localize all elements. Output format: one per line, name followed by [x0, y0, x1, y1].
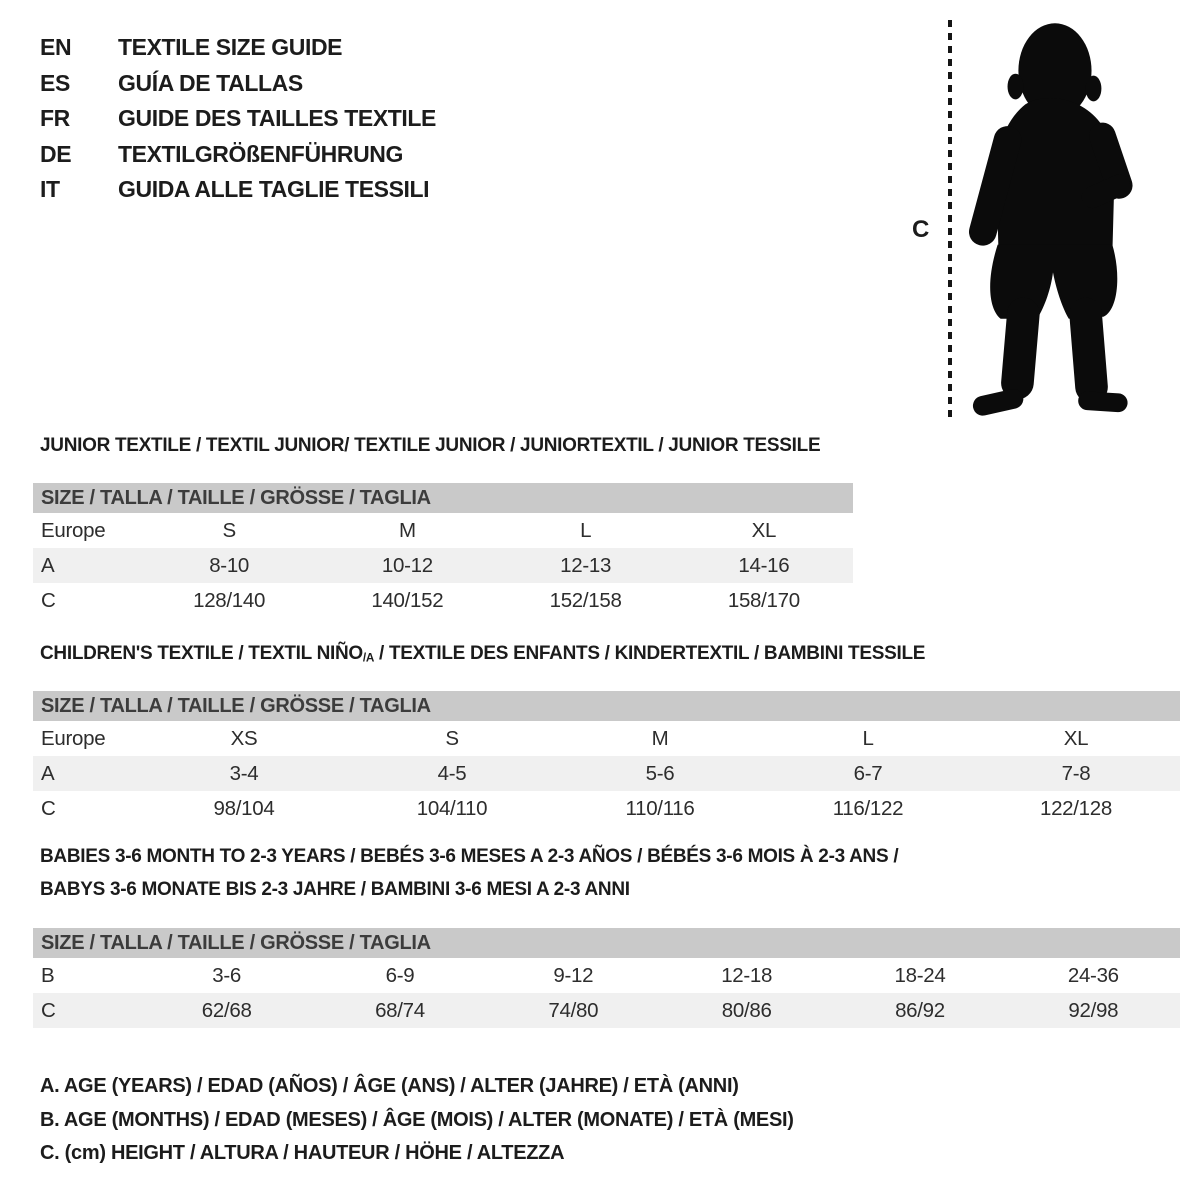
table-cell: 158/170: [727, 588, 800, 612]
language-row: [40, 172, 436, 208]
children-section-title: [40, 643, 925, 665]
row-label: Europe: [41, 518, 106, 542]
height-measure-label: C: [912, 216, 930, 243]
language-row: [40, 137, 436, 173]
table-cell: M: [651, 726, 669, 750]
table-cell: 6-9: [385, 963, 415, 987]
table-row-height: [33, 993, 1180, 1028]
toddler-silhouette-image: [968, 16, 1136, 418]
row-label: A: [41, 761, 55, 785]
table-row-age: [33, 548, 853, 583]
table-cell: 98/104: [213, 796, 275, 820]
language-code: FR: [40, 105, 70, 132]
table-cell: 5-6: [645, 761, 675, 785]
table-cell: 10-12: [381, 553, 433, 577]
babies-section-title-line1: BABIES 3-6 MONTH TO 2-3 YEARS / BEBÉS 3-6 MESES A 2-3 AÑOS / BÉBÉS 3-6 MOIS À 2-3 ANS /: [40, 846, 899, 867]
children-title-sub: /A: [362, 651, 375, 665]
table-cell: 122/128: [1039, 796, 1112, 820]
babies-size-table: [33, 928, 1180, 1028]
size-header-band: SIZE / TALLA / TAILLE / GRÖSSE / TAGLIA: [33, 483, 853, 513]
table-row-height: [33, 583, 853, 618]
guide-title: TEXTILGRÖßENFÜHRUNG: [118, 140, 403, 167]
table-cell: 86/92: [895, 998, 945, 1022]
table-cell: 104/110: [416, 796, 488, 820]
language-row: [40, 30, 436, 66]
table-row-age: [33, 756, 1180, 791]
table-cell: 3-4: [229, 761, 259, 785]
table-cell: 18-24: [894, 963, 946, 987]
size-header-band: SIZE / TALLA / TAILLE / GRÖSSE / TAGLIA: [33, 691, 1180, 721]
language-code: EN: [40, 34, 72, 61]
table-cell: XS: [230, 726, 258, 750]
table-cell: 152/158: [549, 588, 622, 612]
guide-title: GUÍA DE TALLAS: [118, 69, 303, 96]
table-cell: 14-16: [738, 553, 790, 577]
table-cell: 74/80: [548, 998, 599, 1022]
table-cell: 4-5: [437, 761, 467, 785]
row-label: A: [41, 553, 55, 577]
language-row: [40, 101, 436, 137]
row-label: C: [41, 588, 56, 612]
babies-section-title-line2: BABYS 3-6 MONATE BIS 2-3 JAHRE / BAMBINI 3-6 MESI A 2-3 ANNI: [40, 879, 630, 900]
junior-size-table: [33, 483, 853, 618]
table-cell: S: [445, 726, 459, 750]
table-cell: 62/68: [201, 998, 252, 1022]
table-cell: 24-36: [1067, 963, 1119, 987]
children-size-table: [33, 691, 1180, 826]
guide-title: TEXTILE SIZE GUIDE: [118, 34, 343, 61]
row-label: C: [41, 998, 56, 1022]
table-cell: M: [398, 518, 416, 542]
table-cell: 6-7: [853, 761, 883, 785]
table-cell: XL: [751, 518, 777, 542]
table-cell: 116/122: [832, 796, 904, 820]
table-cell: 128/140: [193, 588, 266, 612]
row-label: Europe: [41, 726, 106, 750]
children-title-post: / TEXTILE DES ENFANTS / KINDERTEXTIL / BAMBINI TESSILE: [374, 643, 926, 664]
table-cell: 80/86: [721, 998, 772, 1022]
table-row-europe: [33, 513, 853, 548]
size-header-band: SIZE / TALLA / TAILLE / GRÖSSE / TAGLIA: [33, 928, 1180, 958]
table-cell: 8-10: [209, 553, 250, 577]
table-cell: 140/152: [371, 588, 444, 612]
language-row: [40, 66, 436, 102]
table-row-months: [33, 958, 1180, 993]
language-code: DE: [40, 140, 72, 167]
language-code: IT: [40, 176, 60, 203]
junior-section-title: JUNIOR TEXTILE / TEXTIL JUNIOR/ TEXTILE JUNIOR / JUNIORTEXTIL / JUNIOR TESSILE: [40, 435, 821, 456]
table-cell: 3-6: [212, 963, 242, 987]
legend-line-b: B. AGE (MONTHS) / EDAD (MESES) / ÂGE (MOIS) / ALTER (MONATE) / ETÀ (MESI): [40, 1109, 794, 1131]
table-cell: 68/74: [375, 998, 425, 1022]
height-measure-dashed-line: [948, 20, 952, 418]
table-cell: L: [862, 726, 874, 750]
language-title-list: [40, 30, 436, 208]
children-title-pre: CHILDREN'S TEXTILE / TEXTIL NIÑO: [40, 643, 363, 664]
table-cell: 7-8: [1061, 761, 1091, 785]
table-row-height: [33, 791, 1180, 826]
row-label: B: [41, 963, 55, 987]
table-cell: XL: [1063, 726, 1089, 750]
table-cell: 110/116: [625, 796, 695, 820]
table-cell: 12-18: [721, 963, 773, 987]
legend-line-c: C. (cm) HEIGHT / ALTURA / HAUTEUR / HÖHE / ALTEZZA: [40, 1142, 565, 1164]
table-cell: 92/98: [1068, 998, 1119, 1022]
guide-title: GUIDE DES TAILLES TEXTILE: [118, 105, 436, 132]
guide-title: GUIDA ALLE TAGLIE TESSILI: [118, 176, 430, 203]
table-row-europe: [33, 721, 1180, 756]
table-cell: 12-13: [560, 553, 612, 577]
row-label: C: [41, 796, 56, 820]
table-cell: 9-12: [553, 963, 594, 987]
table-cell: L: [580, 518, 592, 542]
legend-line-a: A. AGE (YEARS) / EDAD (AÑOS) / ÂGE (ANS) / ALTER (JAHRE) / ETÀ (ANNI): [40, 1075, 739, 1097]
table-cell: S: [222, 518, 236, 542]
language-code: ES: [40, 69, 70, 96]
